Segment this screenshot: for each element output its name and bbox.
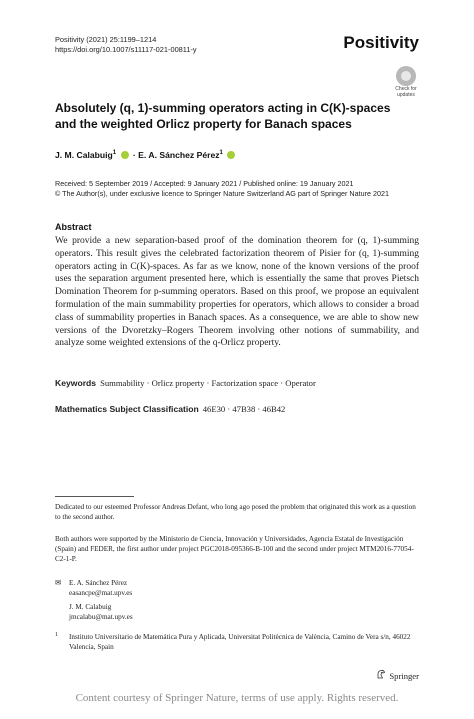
funding-note: Both authors were supported by the Ministerio de Ciencia, Innovación y Universidades, Agencia Estatal de Investigación (Spain) and FEDER, the first author under project PGC2018-095366-B-100 and the second under project MTM2016-77054-C2-1-P.	[55, 535, 414, 563]
check-for-updates-badge[interactable]	[393, 66, 419, 102]
doi-link[interactable]: https://doi.org/10.1007/s11117-021-00811-y	[55, 45, 197, 54]
dedication-note: Dedicated to our esteemed Professor Andreas Defant, who long ago posed the problem that originated this work as a question to the second author.	[55, 503, 416, 521]
journal-info	[55, 35, 197, 55]
springer-horse-icon	[376, 669, 386, 681]
corresponding-contacts	[55, 578, 419, 622]
journal-citation: Positivity (2021) 25:1199–1214	[55, 35, 157, 44]
contact-email[interactable]: easancpe@mat.upv.es	[69, 589, 133, 597]
contact-entry	[55, 578, 419, 598]
subject-classification	[55, 404, 285, 414]
contact-email[interactable]: jmcalabu@mat.upv.es	[69, 613, 133, 621]
affiliation-marker: 1	[112, 150, 117, 157]
keywords-label: Keywords	[55, 378, 97, 388]
author-name[interactable]: J. M. Calabuig	[55, 150, 113, 160]
contact-name: E. A. Sánchez Pérez	[69, 579, 128, 587]
author-separator: ·	[132, 150, 136, 160]
affiliation-note	[55, 632, 419, 652]
footnote-divider	[55, 496, 134, 497]
abstract-text: We provide a new separation-based proof of the domination theorem for (q, 1)-summing operators. This result gives the celebrated factorization theorem of Pisier for (q, 1)-summing operators acting in C(K)-spaces. As far as we know, none of the known versions of the proof uses the separation argument presented here, which is essentially the same that proves Pietsch Domination Theorem for p-summing operators. Based on this proof, we propose an equivalent formulation of the main summability properties for operators, which allows to consider a broad class of summability properties in Banach spaces. As a consequence, we are able to show new versions of the Dvoretzky–Rogers Theorem involving other notions of summability, and analyze some weighted extensions of the q-Orlicz property.	[55, 236, 419, 349]
keywords-list: Summability · Orlicz property · Factorization space · Operator	[100, 378, 316, 388]
copyright-line: © The Author(s), under exclusive licence to Springer Nature Switzerland AG part of Springer Nature 2021	[55, 189, 389, 198]
contact-entry	[55, 602, 419, 622]
abstract-heading: Abstract	[55, 222, 92, 232]
check-updates-label: Check for updates	[395, 86, 417, 98]
check-for-updates-icon	[396, 66, 416, 86]
author-name[interactable]: E. A. Sánchez Pérez	[138, 150, 220, 160]
publication-history	[55, 179, 389, 199]
publisher-name: Springer	[389, 671, 419, 681]
envelope-icon: ✉	[55, 578, 62, 587]
publisher-logo	[376, 669, 419, 681]
dates-line: Received: 5 September 2019 / Accepted: 9 January 2021 / Published online: 19 January 2021	[55, 179, 354, 188]
journal-name: Positivity	[343, 33, 419, 52]
affiliation-text: Instituto Universitario de Matemática Pura y Aplicada, Universitat Politècnica de València, Camino de Vera s/n, 46022 Valencia, Spain	[69, 633, 411, 651]
contact-name: J. M. Calabuig	[69, 603, 112, 611]
courtesy-notice: Content courtesy of Springer Nature, terms of use apply. Rights reserved.	[75, 692, 399, 704]
msc-label: Mathematics Subject Classification	[55, 404, 199, 414]
affiliation-marker: 1	[219, 150, 223, 157]
affiliation-number: 1	[55, 632, 58, 638]
orcid-icon[interactable]	[121, 151, 129, 159]
author-list	[55, 150, 237, 160]
keywords	[55, 378, 316, 388]
paper-title: Absolutely (q, 1)-summing operators acting in C(K)-spaces and the weighted Orlicz property for Banach spaces	[55, 101, 391, 131]
msc-codes: 46E30 · 47B38 · 46B42	[202, 404, 286, 414]
orcid-icon[interactable]	[227, 151, 235, 159]
